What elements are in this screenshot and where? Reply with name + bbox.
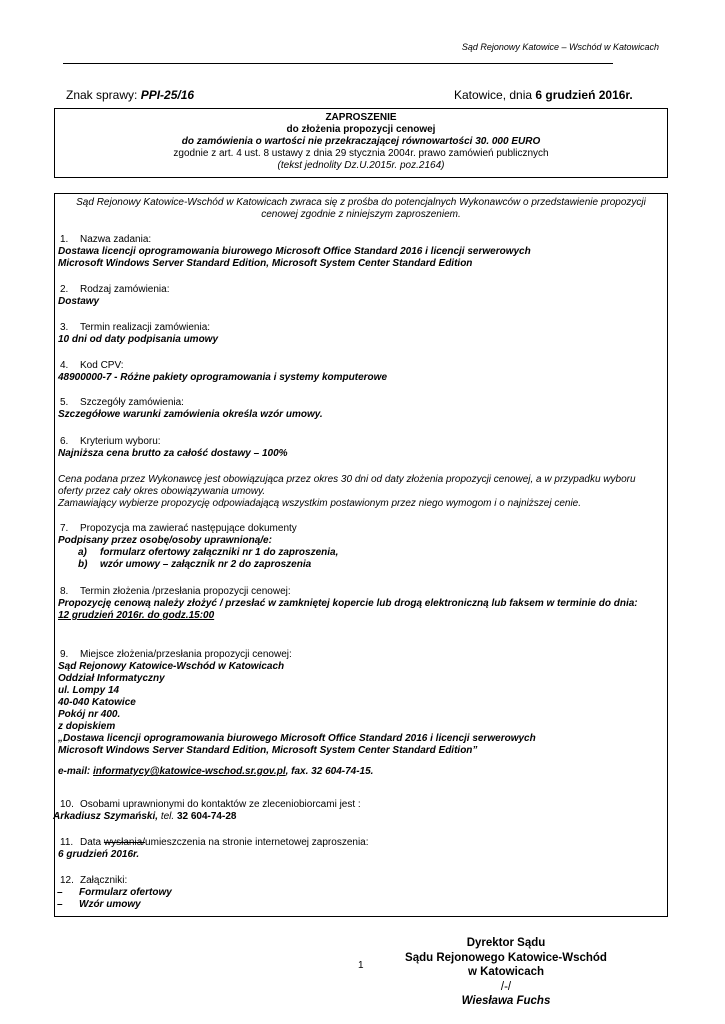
section-label: Szczegóły zamówienia: [80, 397, 184, 408]
section-label: Kryterium wyboru: [80, 436, 161, 447]
section-label-a: Data [80, 837, 104, 848]
section-label: Rodzaj zamówienia: [80, 284, 170, 295]
header-court-name: Sąd Rejonowy Katowice – Wschód w Katowicach [461, 42, 659, 52]
contact-name: Arkadiusz Szymański, [53, 811, 161, 822]
annotation-line-2: Microsoft Windows Server Standard Edition, Microsoft System Center Standard Edition” [58, 745, 478, 756]
document-item-a [58, 547, 661, 559]
section-value: Szczegółowe warunki zamówienia określa wzór umowy. [58, 409, 323, 420]
attachment-name: Formularz ofertowy [79, 887, 172, 898]
document-title: ZAPROSZENIE [325, 112, 397, 123]
intro-text: Sąd Rejonowy Katowice-Wschód w Katowicach zwraca się z prośba do potencjalnych Wykonawców o przedstawienie propozycji cenowej zgodnie z niniejszym zaproszeniem. [76, 197, 646, 220]
signer-court: Sądu Rejonowego Katowice-Wschód [405, 951, 607, 964]
signature-block [396, 936, 616, 1009]
section-value: 48900000-7 - Różne pakiety oprogramowania i systemy komputerowe [58, 372, 388, 383]
price-notes [58, 474, 661, 510]
title-line-4: (tekst jednolity Dz.U.2015r. poz.2164) [277, 160, 445, 171]
date-prefix: Katowice, dnia [454, 88, 536, 102]
section-8 [58, 586, 661, 622]
page-number: 1 [358, 960, 364, 971]
address-line-1: Sąd Rejonowy Katowice-Wschód w Katowicach [58, 661, 285, 672]
task-name-line-1: Dostawa licencji oprogramowania biurowego Microsoft Office Standard 2016 i licencji serwerowych [58, 246, 531, 257]
annotation-line-1: „Dostawa licencji oprogramowania biurowego Microsoft Office Standard 2016 i licencji serwerowych [58, 733, 536, 744]
section-value: Propozycję cenową należy złożyć / przesłać w zamkniętej kopercie lub drogą elektroniczną lub faksem w terminie do dnia: [58, 598, 638, 609]
section-value: Najniższa cena brutto za całość dostawy – 100% [58, 448, 288, 459]
attachment-item-1 [57, 887, 661, 899]
section-4 [58, 360, 661, 384]
section-label: Propozycja ma zawierać następujące dokumenty [80, 523, 297, 534]
publication-date: 6 grudzień 2016r. [58, 849, 140, 860]
section-11 [58, 837, 661, 861]
document-item-b [58, 559, 661, 571]
section-label: Kod CPV: [80, 360, 124, 371]
section-6 [58, 436, 661, 460]
address-line-2: Oddział Informatyczny [58, 673, 165, 684]
case-reference [66, 88, 194, 102]
section-label: Termin złożenia /przesłania propozycji cenowej: [80, 586, 291, 597]
attachment-name: Wzór umowy [79, 899, 141, 910]
case-label: Znak sprawy: [66, 88, 141, 102]
title-line-2: do zamówienia o wartości nie przekraczającej równowartości 30. 000 EURO [181, 136, 541, 147]
deadline: 12 grudzień 2016r. do godz.15:00 [58, 610, 215, 621]
section-number: 7. [60, 523, 69, 534]
item-marker: a) [78, 547, 87, 558]
section-label: Termin realizacji zamówienia: [80, 322, 211, 333]
invitation-body [54, 193, 668, 917]
address-line-5: Pokój nr 400. [58, 709, 121, 720]
attachment-item-2 [57, 899, 661, 911]
document-date [454, 88, 633, 102]
section-label: Załączniki: [80, 875, 128, 886]
section-label: Miejsce złożenia/przesłania propozycji cenowej: [80, 649, 292, 660]
address-line-3: ul. Lompy 14 [58, 685, 120, 696]
contact-line [58, 766, 661, 778]
section-number: 3. [60, 322, 69, 333]
title-line-3: zgodnie z art. 4 ust. 8 ustawy z dnia 29 stycznia 2004r. prawo zamówień publicznych [173, 148, 549, 159]
section-10 [53, 799, 661, 823]
item-text: formularz ofertowy załączniki nr 1 do zaproszenia, [100, 547, 339, 558]
section-9 [58, 649, 661, 778]
section-1 [58, 234, 661, 270]
date-value: 6 grudzień 2016r. [535, 88, 633, 102]
email-link[interactable]: informatycy@katowice-wschod.sr.gov.pl [93, 766, 286, 777]
section-label-b: umieszczenia na stronie internetowej zaproszenia: [145, 837, 369, 848]
signature-mark: /-/ [500, 980, 512, 993]
section-number: 9. [60, 649, 69, 660]
section-label-struck: wysłania/ [103, 837, 146, 848]
section-number: 4. [60, 360, 69, 371]
selection-note: Zamawiający wybierze propozycję odpowiadającą wszystkim postawionym przez niego wymogom i o najniższej cenie. [58, 498, 582, 509]
section-2 [58, 284, 661, 308]
contact-person [53, 811, 661, 823]
signer-title: Dyrektor Sądu [466, 937, 546, 949]
contact-phone: 32 604-74-28 [176, 811, 237, 822]
fax-text: , fax. 32 604-74-15. [285, 766, 374, 777]
item-marker: b) [78, 559, 88, 570]
dash-bullet: – [57, 899, 63, 910]
tel-label: tel. [160, 811, 177, 822]
title-box [54, 108, 668, 178]
section-7 [58, 523, 661, 571]
item-text: wzór umowy – załącznik nr 2 do zaproszenia [100, 559, 312, 570]
section-number: 2. [60, 284, 69, 295]
signer-city: w Katowicach [467, 966, 545, 978]
section-5 [58, 397, 661, 421]
dash-bullet: – [57, 887, 63, 898]
section-number: 12. [60, 875, 74, 886]
section-value: Podpisany przez osobę/osoby uprawnioną/e: [58, 535, 272, 546]
header-divider [63, 63, 613, 64]
section-12 [58, 875, 661, 911]
section-number: 10. [60, 799, 74, 810]
section-label: Osobami uprawnionymi do kontaktów ze zleceniobiorcami jest : [80, 799, 361, 810]
section-number: 5. [60, 397, 69, 408]
section-number: 8. [60, 586, 69, 597]
email-label: e-mail: [58, 766, 94, 777]
title-line-1: do złożenia propozycji cenowej [286, 124, 436, 135]
address-line-4: 40-040 Katowice [58, 697, 136, 708]
signer-name: Wiesława Fuchs [461, 995, 551, 1007]
section-number: 1. [60, 234, 69, 245]
section-number: 6. [60, 436, 69, 447]
price-validity-note: Cena podana przez Wykonawcę jest obowiązująca przez okres 30 dni od daty złożenia propozycji cenowej, a w przypadku wyboru oferty przez cały okres obowiązywania umowy. [58, 474, 636, 497]
section-label: Nazwa zadania: [80, 234, 152, 245]
section-value: 10 dni od daty podpisania umowy [58, 334, 219, 345]
case-number: PPI-25/16 [140, 88, 195, 102]
section-value: Dostawy [58, 296, 100, 307]
annotation-label: z dopiskiem [58, 721, 116, 732]
section-number: 11. [60, 837, 74, 848]
section-3 [58, 322, 661, 346]
task-name-line-2: Microsoft Windows Server Standard Edition, Microsoft System Center Standard Edition [58, 258, 473, 269]
